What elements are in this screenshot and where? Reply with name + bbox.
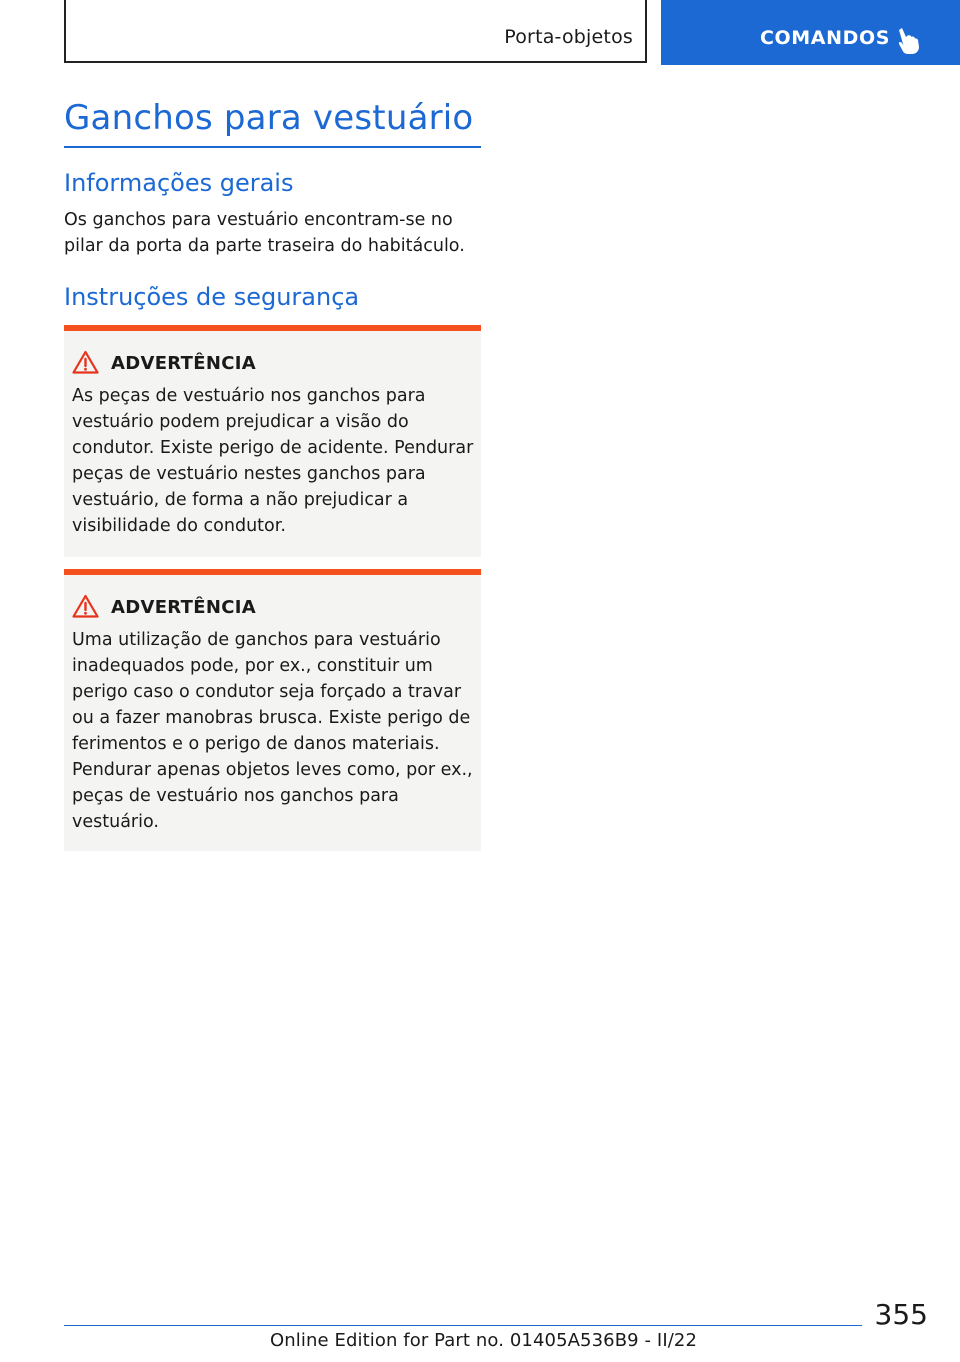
safety-heading: Instruções de segurança bbox=[64, 283, 360, 311]
header-chapter-tab bbox=[661, 0, 960, 65]
warning-text: As peças de vestuário nos ganchos para vestuário podem prejudicar a visão do condutor. Existe perigo de acidente. Pendurar peças de vestuário nestes ganchos para vestuário, de forma a não prejudicar a visibilidade do condutor. bbox=[72, 386, 474, 536]
warning-box bbox=[64, 569, 481, 851]
warning-bar bbox=[64, 569, 481, 575]
general-info-text: Os ganchos para vestuário encontram-se no pilar da porta da parte traseira do habitáculo. bbox=[64, 210, 465, 256]
header-section-box bbox=[64, 0, 647, 63]
header-section-label: Porta-objetos bbox=[504, 26, 633, 48]
warning-bar bbox=[64, 325, 481, 331]
warning-text: Uma utilização de ganchos para vestuário inadequados pode, por ex., constituir um perigo caso o condutor seja forçado a travar ou a fazer manobras brusca. Existe perigo de ferimentos e o perigo de danos materiais. Pendurar apenas objetos leves como, por ex., peças de vestuário nos ganchos para vestuário. bbox=[72, 630, 473, 832]
warning-triangle-icon bbox=[72, 594, 99, 618]
warning-label: ADVERTÊNCIA bbox=[111, 597, 256, 618]
page-title: Ganchos para vestuário bbox=[64, 98, 474, 138]
warning-box bbox=[64, 325, 481, 557]
warning-triangle-icon bbox=[72, 350, 99, 374]
footer-edition: Online Edition for Part no. 01405A536B9 - II/22 bbox=[270, 1330, 698, 1351]
footer-divider bbox=[64, 1325, 862, 1326]
warning-label: ADVERTÊNCIA bbox=[111, 353, 256, 374]
header-chapter-label: COMANDOS bbox=[760, 27, 891, 49]
pointing-hand-icon bbox=[895, 27, 921, 55]
title-divider bbox=[64, 146, 481, 148]
page-number: 355 bbox=[874, 1298, 928, 1331]
general-info-heading: Informações gerais bbox=[64, 169, 294, 197]
